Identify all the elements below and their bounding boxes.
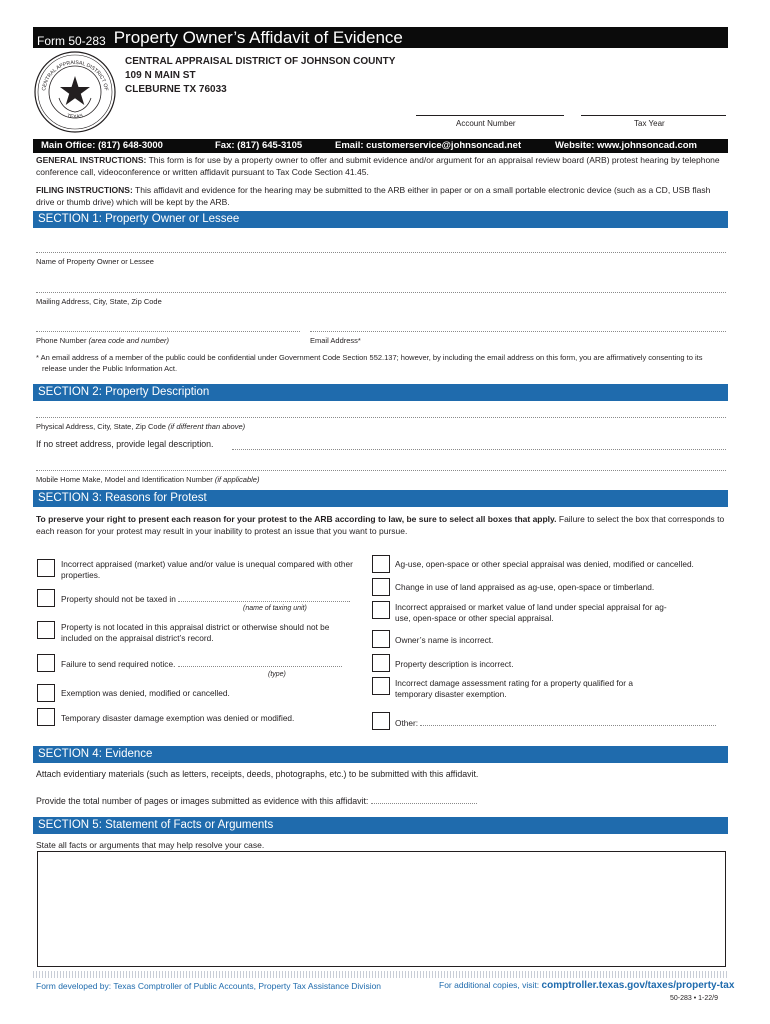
website-url: Website: www.johnsoncad.com: [555, 140, 697, 151]
section-5-header: SECTION 5: Statement of Facts or Arguments: [33, 817, 728, 834]
physical-address-label: Physical Address, City, State, Zip Code (if different than above): [36, 422, 246, 431]
legal-description-prompt: If no street address, provide legal description.: [36, 439, 214, 449]
option-failure-notice: Failure to send required notice.: [61, 658, 361, 670]
general-instructions: [36, 155, 728, 178]
tax-year-label: Tax Year: [634, 119, 665, 128]
checkbox-change-in-use[interactable]: [372, 578, 390, 596]
checkbox-not-taxed[interactable]: [37, 589, 55, 607]
evidence-pages-input[interactable]: [371, 795, 477, 804]
checkbox-not-located[interactable]: [37, 621, 55, 639]
mobile-home-label: Mobile Home Make, Model and Identification Number (if applicable): [36, 475, 260, 484]
general-instructions-heading: GENERAL INSTRUCTIONS:: [36, 155, 147, 165]
mailing-address-input[interactable]: [36, 283, 726, 293]
option-incorrect-value: Incorrect appraised (market) value and/or value is unequal compared with other properties.: [61, 559, 353, 580]
email-address-label: Email Address*: [310, 336, 361, 345]
owner-name-label: Name of Property Owner or Lessee: [36, 257, 154, 266]
taxing-unit-input[interactable]: [178, 593, 348, 602]
option-not-taxed: Property should not be taxed in .: [61, 594, 351, 604]
evidence-attach-text: Attach evidentiary materials (such as letters, receipts, deeds, photographs, etc.) to be submitted with this affidavit.: [36, 769, 479, 779]
option-ag-use-denied: Ag-use, open-space or other special appraisal was denied, modified or cancelled.: [395, 559, 694, 569]
seal-text-top: CENTRAL APPRAISAL DISTRICT OF: [41, 59, 109, 92]
phone-number-label: Phone Number (area code and number): [36, 336, 169, 345]
account-number-field[interactable]: [416, 115, 564, 116]
filing-instructions-text: This affidavit and evidence for the hearing may be submitted to the ARB either in paper or on a small portable electronic device (such as a CD, USB flash drive or thumb drive) which will be kept by the ARB.: [36, 185, 711, 207]
notice-type-hint: (type): [268, 671, 286, 678]
option-incorrect-land-value: Incorrect appraised or market value of land under special appraisal for ag-use, open-space or other special appraisal.: [395, 602, 667, 623]
reasons-intro: To preserve your right to present each reason for your protest to the ARB according to law, be sure to select all boxes that apply. Failure to select the box that corresponds to each reason for your protest may result in your inability to protest an issue that you want to pursue.: [36, 514, 725, 536]
other-reason-input[interactable]: [420, 717, 716, 726]
general-instructions-text: This form is for use by a property owner to offer and submit evidence and/or argument for an appraisal review board (ARB) protest hearing by telephone conference call, videoconference or written affidavit pursuant to Tax Code Section 41.45.: [36, 155, 720, 177]
checkbox-damage-rating[interactable]: [372, 677, 390, 695]
checkbox-failure-notice[interactable]: [37, 654, 55, 672]
footer-developed-by: Form developed by: Texas Comptroller of Public Accounts, Property Tax Assistance Division: [36, 981, 382, 991]
account-number-label: Account Number: [456, 119, 516, 128]
checkbox-incorrect-land-value[interactable]: [372, 601, 390, 619]
section-4-header: SECTION 4: Evidence: [33, 746, 728, 763]
mobile-home-input[interactable]: [36, 461, 726, 471]
option-disaster-exemption: Temporary disaster damage exemption was denied or modified.: [61, 713, 295, 723]
physical-address-input[interactable]: [36, 408, 726, 418]
email-footnote: * An email address of a member of the public could be confidential under Government Code Section 552.137; however, by including the email address on this form, you are affirmatively consenting to its release under the Public Information Act.: [36, 353, 703, 373]
section-2-header: SECTION 2: Property Description: [33, 384, 728, 401]
mailing-address-label: Mailing Address, City, State, Zip Code: [36, 297, 162, 306]
tax-year-field[interactable]: [581, 115, 726, 116]
option-property-description: Property description is incorrect.: [395, 659, 514, 669]
county-seal-icon: [33, 50, 117, 134]
district-name: CENTRAL APPRAISAL DISTRICT OF JOHNSON COUNTY: [125, 56, 396, 67]
option-change-in-use: Change in use of land appraised as ag-use, open-space or timberland.: [395, 582, 655, 592]
checkbox-incorrect-value[interactable]: [37, 559, 55, 577]
notice-type-input[interactable]: [178, 658, 342, 667]
checkbox-other[interactable]: [372, 712, 390, 730]
office-contact-bar: [33, 139, 728, 153]
owner-name-input[interactable]: [36, 243, 726, 253]
footer-copies: For additional copies, visit: comptroller.texas.gov/taxes/property-tax: [439, 980, 735, 991]
option-owner-name: Owner’s name is incorrect.: [395, 635, 494, 645]
statement-prompt: State all facts or arguments that may help resolve your case.: [36, 840, 265, 850]
evidence-pages-text: Provide the total number of pages or images submitted as evidence with this affidavit:: [36, 795, 477, 806]
footer-divider: [33, 971, 728, 978]
filing-instructions-heading: FILING INSTRUCTIONS:: [36, 185, 133, 195]
filing-instructions: [36, 185, 728, 208]
district-address-line2: CLEBURNE TX 76033: [125, 84, 227, 95]
phone-number-input[interactable]: [36, 322, 300, 332]
district-address-block: [125, 55, 395, 97]
option-exemption-denied: Exemption was denied, modified or cancelled.: [61, 688, 230, 698]
section-1-header: SECTION 1: Property Owner or Lessee: [33, 211, 728, 228]
checkbox-ag-use-denied[interactable]: [372, 555, 390, 573]
legal-description-input[interactable]: [232, 440, 726, 450]
form-title: Property Owner’s Affidavit of Evidence: [113, 28, 403, 47]
form-title-bar: [33, 27, 728, 48]
form-revision-code: 50-283 • 1-22/9: [670, 995, 718, 1002]
checkbox-property-description[interactable]: [372, 654, 390, 672]
section-3-header: SECTION 3: Reasons for Protest: [33, 490, 728, 507]
taxing-unit-hint: (name of taxing unit): [243, 605, 307, 612]
contact-email: Email: customerservice@johnsoncad.net: [335, 140, 522, 151]
email-address-input[interactable]: [310, 322, 726, 332]
checkbox-exemption-denied[interactable]: [37, 684, 55, 702]
form-number: Form 50-283: [37, 34, 106, 48]
option-other: Other:: [395, 717, 728, 729]
statement-textarea[interactable]: [37, 851, 726, 967]
main-office-phone: Main Office: (817) 648-3000: [41, 140, 163, 151]
checkbox-disaster-exemption[interactable]: [37, 708, 55, 726]
district-address-line1: 109 N MAIN ST: [125, 70, 196, 81]
seal-text-bottom: TEXAS: [66, 113, 84, 121]
fax-number: Fax: (817) 645-3105: [215, 140, 303, 151]
comptroller-link[interactable]: comptroller.texas.gov/taxes/property-tax: [541, 980, 735, 991]
option-not-located: Property is not located in this appraisal district or otherwise should not be included on the appraisal district’s record.: [61, 622, 330, 643]
option-damage-rating: Incorrect damage assessment rating for a property qualified for a temporary disaster exemption.: [395, 678, 633, 699]
checkbox-owner-name[interactable]: [372, 630, 390, 648]
